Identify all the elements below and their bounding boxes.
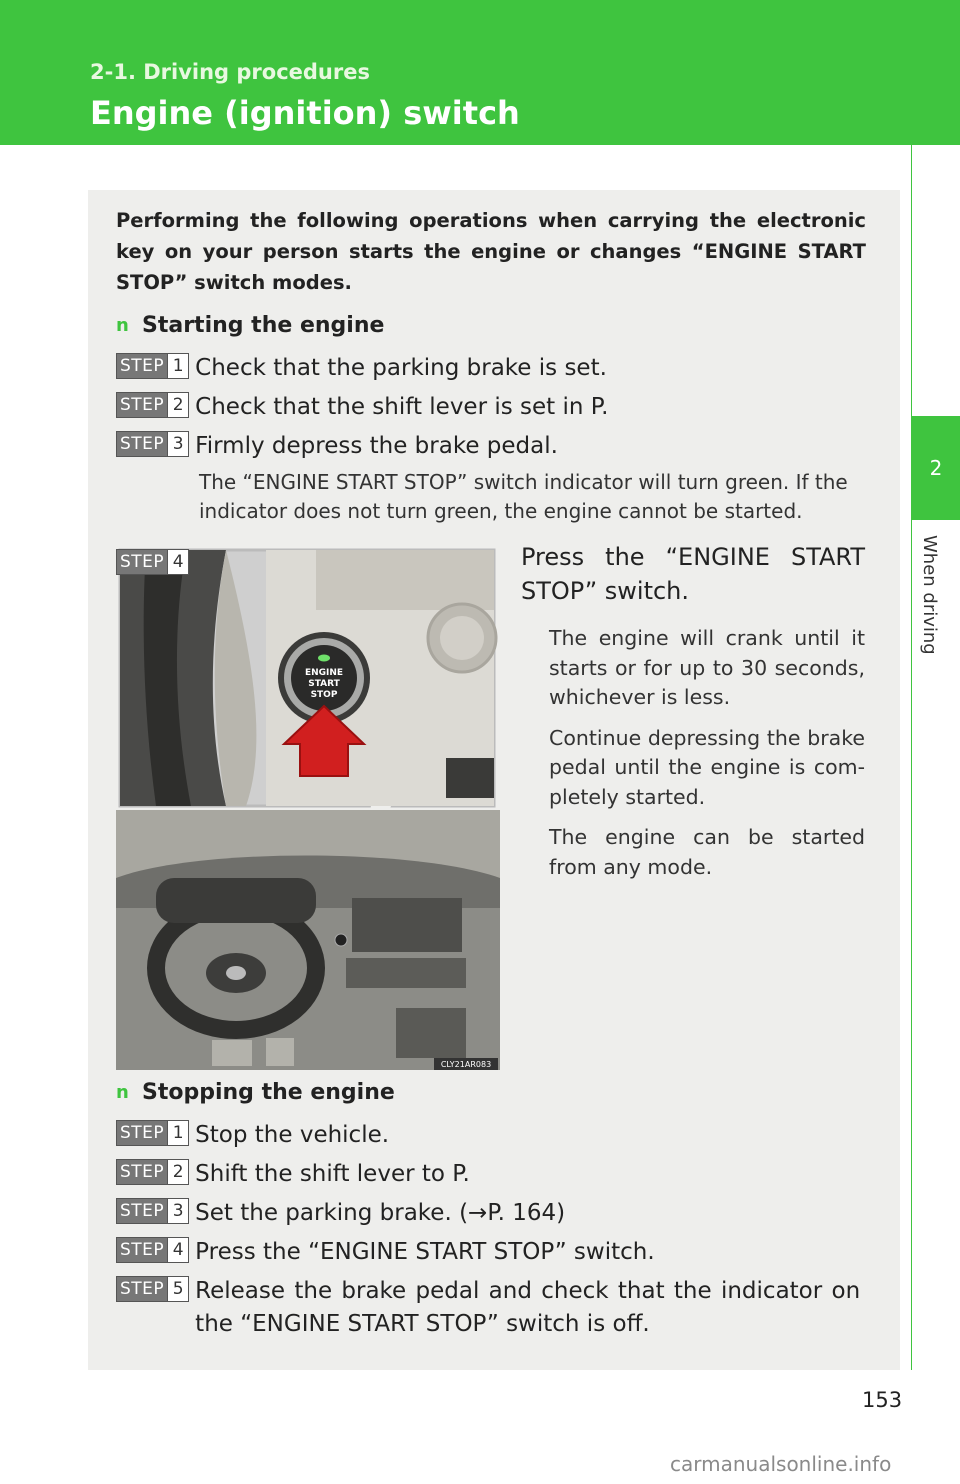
- watermark: carmanualsonline.info: [670, 1452, 892, 1476]
- intro-text: Performing the following operations when carrying the electronic key on your person starts the engine or changes “ENGINE START STOP” switch modes.: [116, 209, 866, 294]
- step-badge: STEP 1: [116, 353, 189, 379]
- engine-switch-illustration: [116, 548, 500, 1070]
- step-text: Check that the parking brake is set.: [195, 355, 607, 381]
- step-text: Press the “ENGINE START STOP” switch.: [195, 1239, 655, 1265]
- bullet-icon: n: [116, 1082, 129, 1103]
- chapter-tab-label: When driving: [919, 535, 940, 655]
- stopping-heading-text: Stopping the engine: [142, 1080, 395, 1105]
- stopping-heading: [116, 1080, 395, 1105]
- start-step-1: [116, 352, 607, 385]
- step-text: Stop the vehicle.: [195, 1122, 390, 1148]
- step-badge: STEP 2: [116, 1159, 189, 1185]
- section-label: 2-1. Driving procedures: [90, 60, 370, 84]
- bullet-icon: n: [116, 315, 129, 336]
- stop-step-2: [116, 1158, 470, 1191]
- button-label-2: START: [308, 679, 340, 689]
- step-badge: STEP 4: [116, 1237, 189, 1263]
- step-badge: STEP 3: [116, 1198, 189, 1224]
- stop-step-1: [116, 1119, 389, 1152]
- image-code: CLY21AR083: [440, 1060, 492, 1069]
- step-badge: STEP 2: [116, 392, 189, 418]
- start-step-3: [116, 430, 558, 463]
- button-label-1: ENGINE: [304, 668, 344, 678]
- step-badge: STEP 4: [116, 549, 189, 575]
- chapter-tab[interactable]: 2: [912, 416, 960, 520]
- dashboard-photo: [116, 548, 500, 1070]
- step-text-page-link[interactable]: Set the parking brake. (→P. 164): [195, 1200, 566, 1226]
- step-badge: STEP 3: [116, 431, 189, 457]
- start-step-4: [116, 548, 189, 575]
- side-divider: [911, 145, 912, 1370]
- starting-heading: [116, 313, 384, 338]
- step4-notes: [549, 624, 865, 893]
- step-badge: STEP 1: [116, 1120, 189, 1146]
- start-step-2: [116, 391, 608, 424]
- step-text: Shift the shift lever to P.: [195, 1161, 470, 1187]
- stop-step-3: [116, 1197, 565, 1230]
- stop-step-5: [116, 1275, 860, 1341]
- step4-note-1: The engine will crank until it starts or for up to 30 seconds, whichever is less.: [549, 626, 865, 709]
- button-label-3: STOP: [310, 690, 338, 700]
- starting-heading-text: Starting the engine: [142, 313, 385, 338]
- step3-note: The “ENGINE START STOP” switch indicator will turn green. If the indicator does not turn green, the engine cannot be started.: [199, 470, 848, 523]
- chapter-header: [0, 0, 960, 145]
- step-text: Firmly depress the brake pedal.: [195, 433, 558, 459]
- step-badge: STEP 5: [116, 1276, 189, 1302]
- page-title: Engine (ignition) switch: [90, 94, 520, 132]
- step-text: Release the brake pedal and check that the indicator on the “ENGINE START STOP” switch is off.: [195, 1278, 861, 1337]
- step4-text: Press the “ENGINE START STOP” switch.: [521, 543, 865, 605]
- step4-note-3: The engine can be started from any mode.: [549, 825, 865, 879]
- stop-step-4: [116, 1236, 655, 1269]
- page-number: 153: [862, 1388, 903, 1412]
- step4-note-2: Continue depressing the brake pedal until the engine is com-pletely started.: [549, 725, 865, 809]
- step-text: Check that the shift lever is set in P.: [195, 394, 609, 420]
